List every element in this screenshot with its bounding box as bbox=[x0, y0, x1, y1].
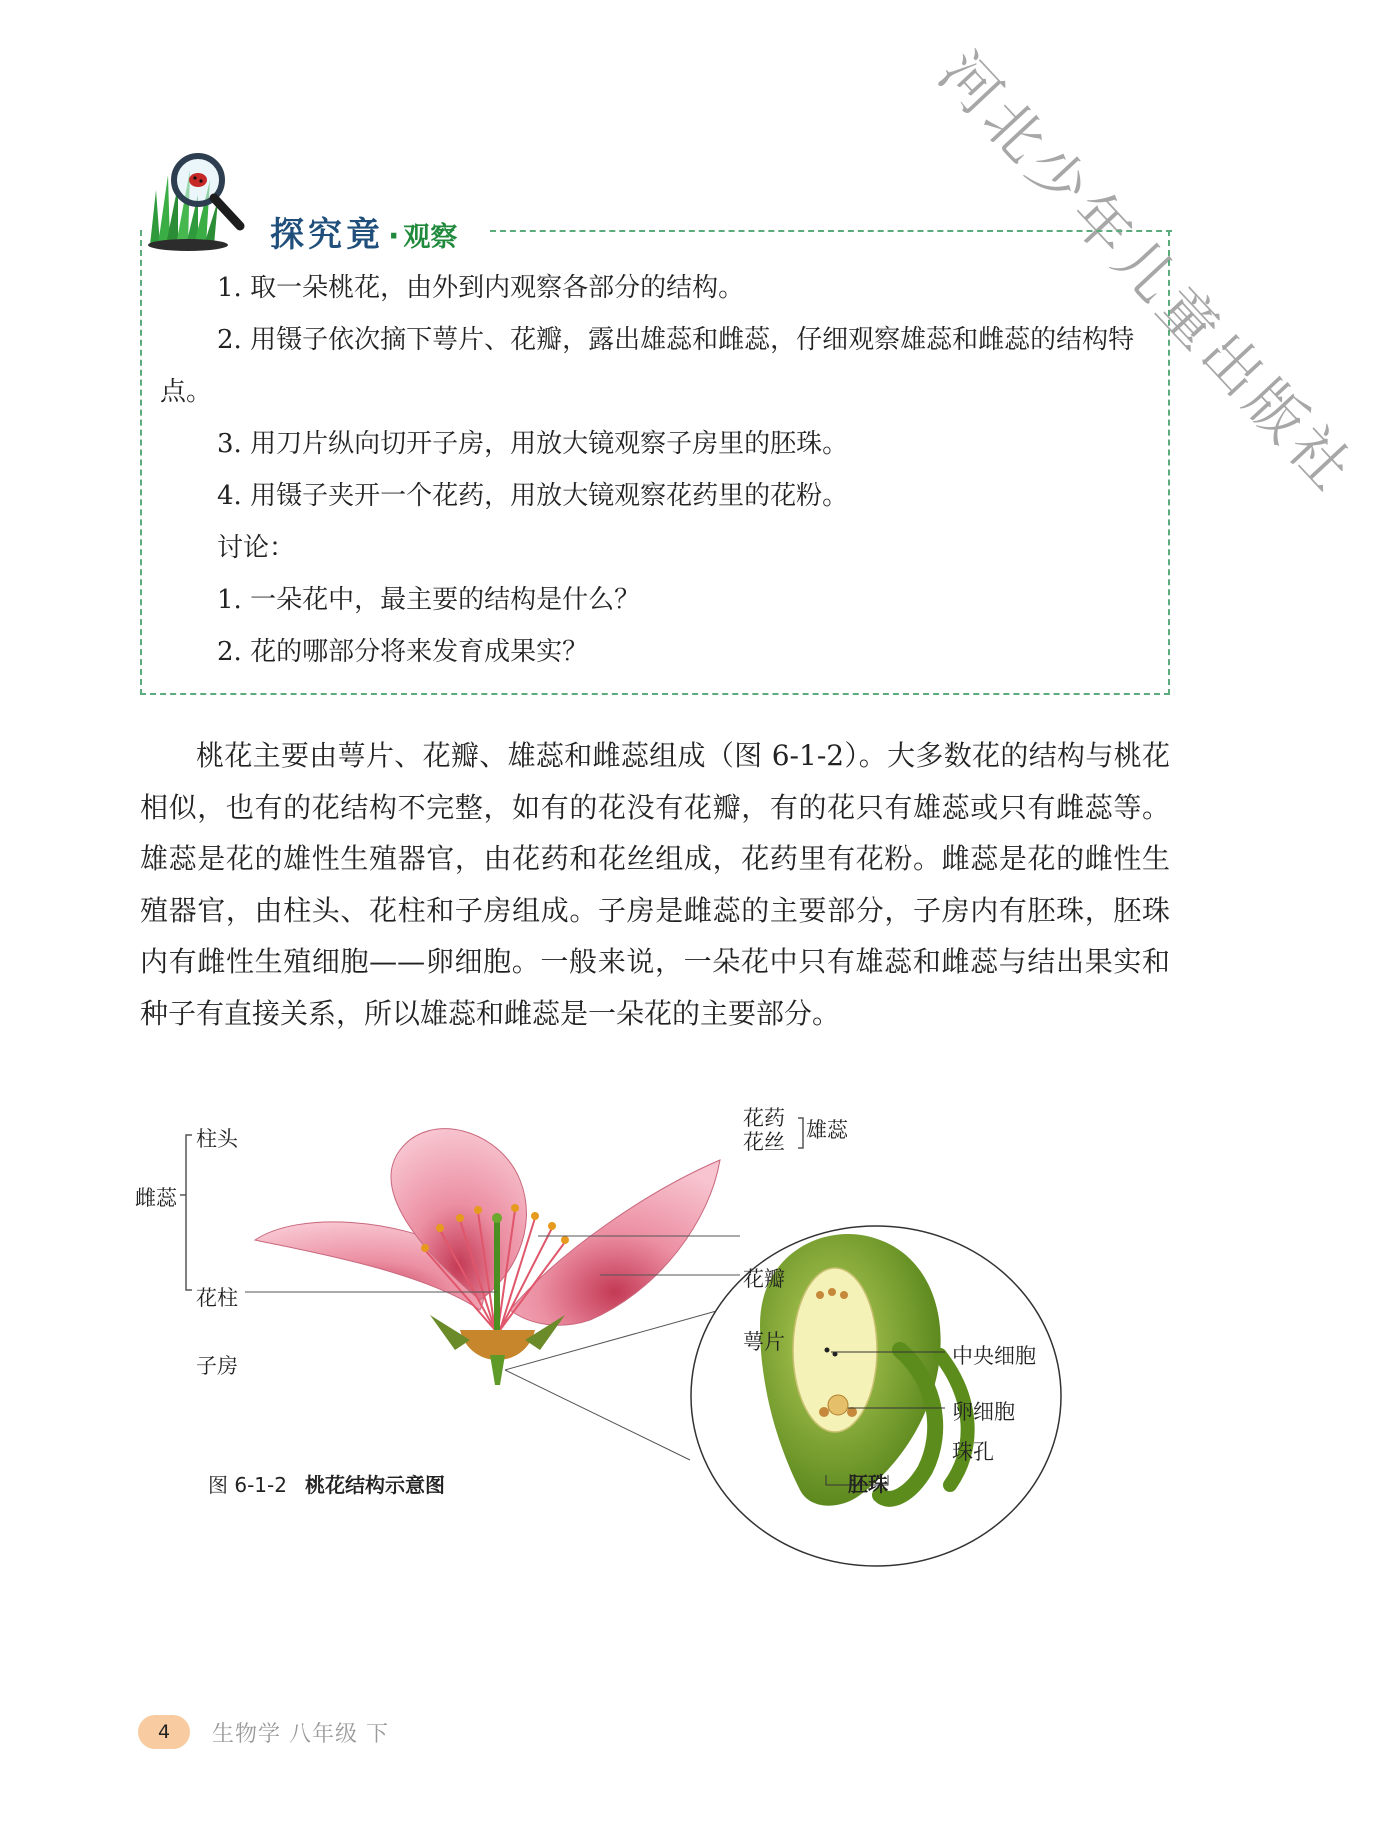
label-micropyle: 珠孔 bbox=[952, 1440, 994, 1464]
label-ovule: 胚珠 bbox=[848, 1472, 888, 1496]
discussion-question: 2. 花的哪部分将来发育成果实？ bbox=[217, 637, 589, 667]
inquiry-step: 2. 用镊子依次摘下萼片、花瓣，露出雄蕊和雌蕊，仔细观察雄蕊和雌蕊的结构特点。 bbox=[160, 325, 1135, 407]
inquiry-step: 1. 取一朵桃花，由外到内观察各部分的结构。 bbox=[217, 273, 745, 303]
inquiry-step: 4. 用镊子夹开一个花药，用放大镜观察花药里的花粉。 bbox=[217, 481, 849, 511]
inquiry-title-main: 探究竟 bbox=[270, 215, 384, 255]
page-number-badge: 4 bbox=[138, 1715, 190, 1749]
inquiry-content bbox=[160, 262, 1160, 678]
discussion-question: 1. 一朵花中，最主要的结构是什么？ bbox=[217, 585, 641, 615]
inquiry-step: 3. 用刀片纵向切开子房，用放大镜观察子房里的胚珠。 bbox=[217, 429, 849, 459]
inquiry-title-dot: · bbox=[388, 219, 400, 254]
label-style: 花柱 bbox=[196, 1286, 238, 1310]
label-pistil: 雌蕊 bbox=[135, 1186, 177, 1210]
figure-caption bbox=[208, 1469, 445, 1498]
caption-title: 桃花结构示意图 bbox=[304, 1473, 445, 1497]
label-anther: 花药 bbox=[743, 1106, 785, 1130]
label-stigma: 柱头 bbox=[196, 1127, 238, 1151]
label-stamen: 雄蕊 bbox=[806, 1118, 848, 1142]
petal-right bbox=[510, 1160, 720, 1325]
label-ovary: 子房 bbox=[196, 1354, 238, 1378]
label-egg-cell: 卵细胞 bbox=[952, 1400, 1015, 1424]
label-filament: 花丝 bbox=[743, 1130, 785, 1154]
discussion-label: 讨论： bbox=[217, 533, 296, 563]
book-title: 生物学 八年级 下 bbox=[212, 1722, 389, 1747]
body-text bbox=[140, 730, 1170, 1039]
label-central-cell: 中央细胞 bbox=[952, 1344, 1036, 1368]
peach-flower-figure bbox=[0, 1100, 1303, 1660]
publisher-watermark: 河北少年儿童出版社 bbox=[925, 38, 1369, 507]
label-petal: 花瓣 bbox=[743, 1267, 785, 1291]
caption-number: 图 6-1-2 bbox=[208, 1473, 287, 1497]
label-sepal: 萼片 bbox=[743, 1330, 785, 1354]
body-paragraph: 桃花主要由萼片、花瓣、雄蕊和雌蕊组成（图 6-1-2）。大多数花的结构与桃花相似，也有的花结构不完整，如有的花没有花瓣，有的花只有雄蕊或只有雌蕊等。雄蕊是花的雄性生殖器官，由花药和花丝组成，花药里有花粉。雌蕊是花的雌性生殖器官，由柱头、花柱和子房组成。子房是雌蕊的主要部分，子房内有胚珠，胚珠内有雌性生殖细胞——卵细胞。一般来说，一朵花中只有雄蕊和雌蕊与结出果实和种子有直接关系，所以雄蕊和雌蕊是一朵花的主要部分。 bbox=[140, 739, 1170, 1030]
inquiry-title-sub: 观察 bbox=[403, 222, 458, 253]
peach-flower-illustration bbox=[0, 1100, 1303, 1660]
